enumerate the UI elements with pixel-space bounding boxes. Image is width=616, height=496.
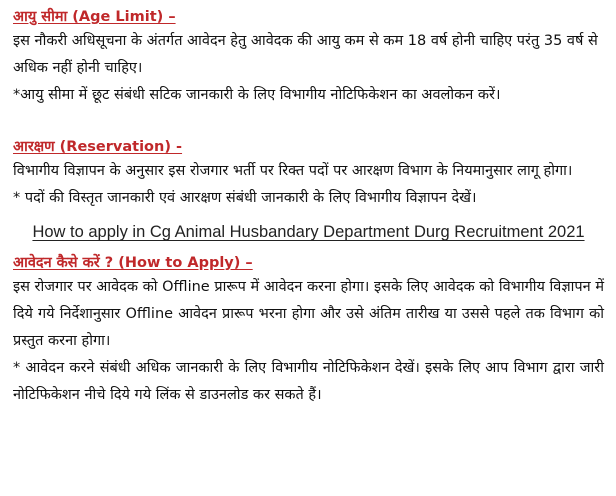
section-spacer	[13, 244, 604, 252]
how-to-apply-text: इस रोजगार पर आवेदक को Offline प्रारूप में आवेदन करना होगा। इसके लिए आवेदक को विभागीय विज्ञापन में दिये गये निर्देशानुसार Offline आवेदन प्रारूप भरना होगा और उसे अंतिम तारीख या उससे पहले तक विभाग को प्रस्तुत करना होगा।	[13, 279, 604, 349]
reservation-heading: आरक्षण (Reservation) -	[13, 139, 183, 155]
how-to-apply-note: * आवेदन करने संबंधी अधिक जानकारी के लिए विभागीय नोटिफिकेशन देखें। इसके लिए आप विभाग द्वारा जारी नोटिफिकेशन नीचे दिये गये लिंक से डाउनलोड कर सकते हैं।	[13, 360, 604, 403]
how-to-apply-heading: आवेदन कैसे करें ? (How to Apply) –	[13, 255, 253, 271]
age-limit-section	[13, 6, 604, 109]
reservation-section	[13, 136, 604, 212]
section-spacer	[13, 109, 604, 136]
reservation-text: विभागीय विज्ञापन के अनुसार इस रोजगार भर्ती पर रिक्त पदों पर आरक्षण विभाग के नियमानुसार लागू होगा।	[13, 163, 573, 179]
section-spacer	[13, 212, 604, 220]
reservation-note: * पदों की विस्तृत जानकारी एवं आरक्षण संबंधी जानकारी के लिए विभागीय विज्ञापन देखें।	[13, 190, 477, 206]
age-limit-heading: आयु सीमा (Age Limit) –	[13, 9, 176, 25]
age-limit-text: इस नौकरी अधिसूचना के अंतर्गत आवेदन हेतु आवेदक की आयु कम से कम 18 वर्ष होनी चाहिए परंतु 35 वर्ष से अधिक नहीं होनी चाहिए।	[13, 33, 598, 76]
how-to-apply-section	[13, 252, 604, 409]
age-limit-note: *आयु सीमा में छूट संबंधी सटिक जानकारी के लिए विभागीय नोटिफिकेशन का अवलोकन करें।	[13, 87, 501, 103]
how-to-apply-link[interactable]: How to apply in Cg Animal Husbandary Department Durg Recruitment 2021	[32, 223, 585, 241]
